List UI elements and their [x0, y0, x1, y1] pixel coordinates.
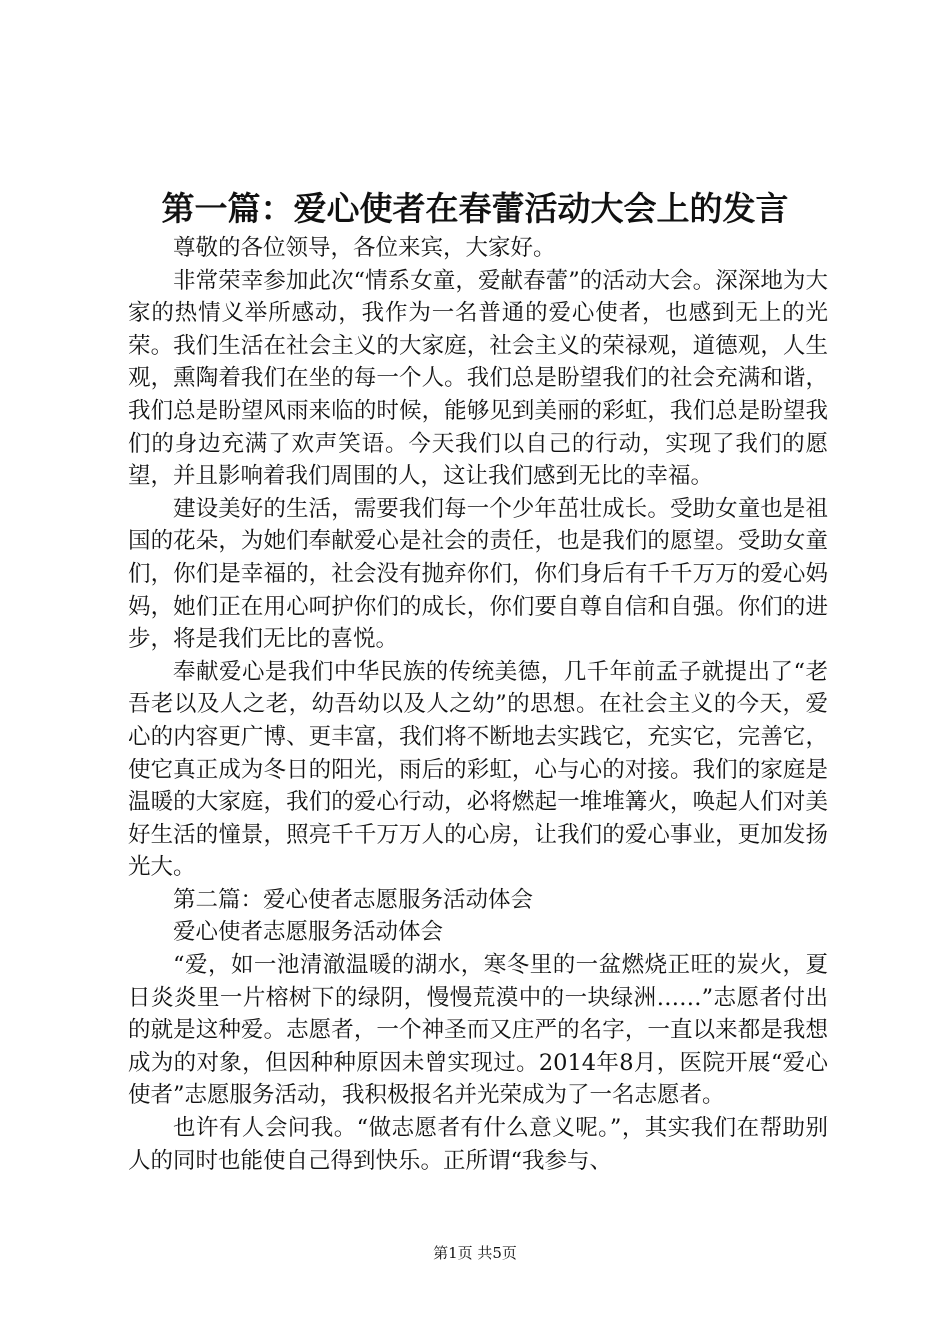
page-number-footer: 第1页 共5页	[433, 1244, 517, 1262]
section-subheading: 爱心使者志愿服务活动体会	[173, 919, 444, 946]
section-heading-2: 第二篇：爱心使者志愿服务活动体会	[173, 886, 534, 913]
paragraph-5: 也许有人会问我。“做志愿者有什么意义呢。”，其实我们在帮助别人的同时也能使自己得到快乐。正所谓“我参与、	[128, 1115, 828, 1174]
document-title: 第一篇：爱心使者在春蕾活动大会上的发言	[161, 189, 789, 228]
paragraph-2: 建设美好的生活，需要我们每一个少年茁壮成长。受助女童也是祖国的花朵，为她们奉献爱心是社会的责任，也是我们的愿望。受助女童们，你们是幸福的，社会没有抛弃你们，你们身后有千千万万的爱心妈妈，她们正在用心呵护你们的成长，你们要自尊自信和自强。你们的进步，将是我们无比的喜悦。	[128, 495, 828, 653]
paragraph-1: 非常荣幸参加此次“情系女童，爱献春蕾”的活动大会。深深地为大家的热情义举所感动，我作为一名普通的爱心使者，也感到无上的光荣。我们生活在社会主义的大家庭，社会主义的荣禄观，道德观，人生观，熏陶着我们在坐的每一个人。我们总是盼望我们的社会充满和谐，我们总是盼望风雨来临的时候，能够见到美丽的彩虹，我们总是盼望我们的身边充满了欢声笑语。今天我们以自己的行动，实现了我们的愿望，并且影响着我们周围的人，这让我们感到无比的幸福。	[128, 267, 828, 490]
document-body	[128, 232, 828, 1177]
paragraph-4: “爱，如一池清澈温暖的湖水，寒冬里的一盆燃烧正旺的炭火，夏日炎炎里一片榕树下的绿阴，慢慢荒漠中的一块绿洲……”志愿者付出的就是这种爱。志愿者，一个神圣而又庄严的名字，一直以来都是我想成为的对象，但因种种原因未曾实现过。2014年8月，医院开展“爱心使者”志愿服务活动，我积极报名并光荣成为了一名志愿者。	[128, 952, 828, 1109]
paragraph-3: 奉献爱心是我们中华民族的传统美德，几千年前孟子就提出了“老吾老以及人之老，幼吾幼以及人之幼”的思想。在社会主义的今天，爱心的内容更广博、更丰富，我们将不断地去实践它，充实它，完善它，使它真正成为冬日的阳光，雨后的彩虹，心与心的对接。我们的家庭是温暖的大家庭，我们的爱心行动，必将燃起一堆堆篝火，唤起人们对美好生活的憧景，照亮千千万万人的心房，让我们的爱心事业，更加发扬光大。	[128, 658, 828, 881]
paragraph-greeting: 尊敬的各位领导，各位来宾，大家好。	[173, 235, 556, 261]
